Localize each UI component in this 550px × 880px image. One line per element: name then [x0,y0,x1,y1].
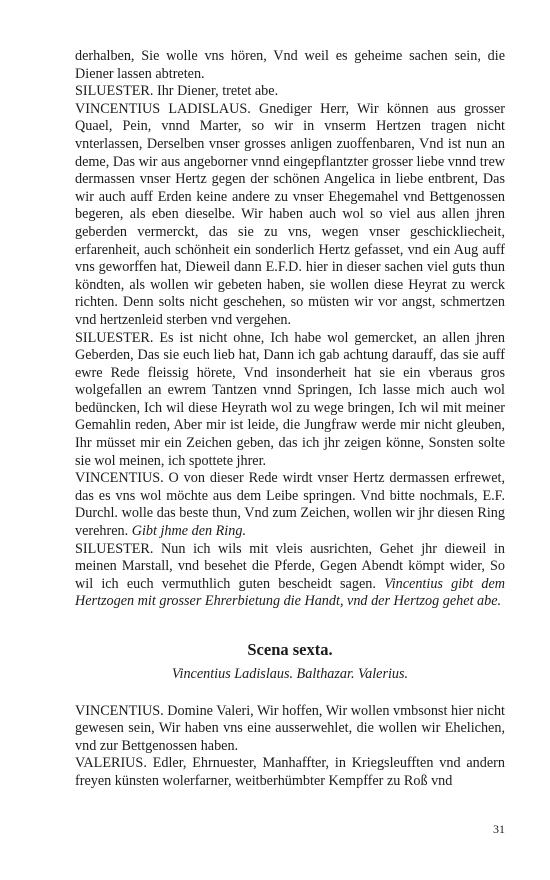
scene-heading: Scena sexta. [247,640,333,659]
paragraph [75,470,505,540]
paragraph: SILUESTER. Ihr Diener, tretet abe. [75,83,279,100]
scene-persons: Vincentius Ladislaus. Balthazar. Valerius. [171,666,409,682]
speech-text: VINCENTIUS. O von dieser Rede wirdt vnser Hertz dermassen erfrewet, das es vns wol möchte aus dem Leibe springen. Vnd bitte nochmals, E.F. Durchl. wolle das beste thun, Vnd zum Zeichen, wollen wir jhr diesen Ring verehren. [75,470,505,540]
stage-direction: Gibt jhme den Ring. [131,523,246,540]
page-number: 31 [493,822,505,836]
paragraph [75,541,505,611]
page-body [75,48,505,791]
stage-direction: Vincentius gibt dem Hertzogen mit grosser Ehrerbietung die Handt, vnd der Hertzog gehet abe. [75,575,506,610]
paragraph: VINCENTIUS LADISLAUS. Gnediger Herr, Wir können aus grosser Quael, Pein, vnnd Marter, so wir in vnserm Hertzen tragen nicht vnterlassen, Derselben vnser grosses anligen zuoffenbaren, Vnd ist nun an deme, Das wir aus angeborner vnnd eingepflantzter grosser liebe vnnd trew dermassen vnser Hertz gegen der schönen Angelica in liebe entbrent, Das wir auch auff Erden keine andere zu vnser Ehegemahel vnd Bettgenossen begeren, als eben dieselbe. Wir haben auch wol so viel aus allen jhren geberden vermerckt, das sie zu vns, wegen vnser geschickliecheit, erfarenheit, auch schönheit ein sonderlich Hertz gefasset, vnd ein Aug auff vns geworffen hat, Dieweil dann E.F.D. hier in dieser sachen viel guts thun köndten, als wollen wir gebeten haben, sie wollen diese Heyrat zu werck richten. Denn solts nicht geschehen, so müsten wir vor angst, schmertzen vnd hertzenleid sterben vnd vergehen. [75,100,505,328]
paragraph: SILUESTER. Es ist nicht ohne, Ich habe wol gemercket, an allen jhren Geberden, Das sie euch lieb hat, Dann ich gab achtung darauff, das sie auff ewre Rede fleissig hörete, Vnd insonderheit hat sie ein vberaus gros wolgefallen an ewrem Tantzen vnnd Springen, Ich lasse mich auch wol bedüncken, Ich wil diese Heyrath wol zu wege bringen, Ich wil mit meiner Gemahlin reden, Aber mir ist leide, die Jungfraw werde mir nicht gleuben, Ihr müsset mir ein Zeichen geben, das ich jhr zeigen könne, Sonsten solte sie wol meinen, ich spottete jhrer. [75,329,505,469]
paragraph: VALERIUS. Edler, Ehrnuester, Manhaffter, in Kriegsleufften vnd andern freyen künsten wolerfarner, weitberhümbter Kempffer zu Roß vnd [75,755,505,789]
speech-text: SILUESTER. Nun ich wils mit vleis ausrichten, Gehet jhr dieweil in meinen Marstall, vnd besehet die Pferde, Gegen Abendt kömpt wider, So wil ich euch vermuthlich guten bescheidt sagen. [75,540,505,592]
paragraph: VINCENTIUS. Domine Valeri, Wir hoffen, Wir wollen vmbsonst hier nicht gewesen sein, Wir haben vns eine ausserwehlet, die wollen wir Ehelichen, vnd zur Bettgenossen haben. [75,702,505,754]
paragraph: derhalben, Sie wolle vns hören, Vnd weil es geheime sachen sein, die Diener lassen abtreten. [75,48,505,82]
